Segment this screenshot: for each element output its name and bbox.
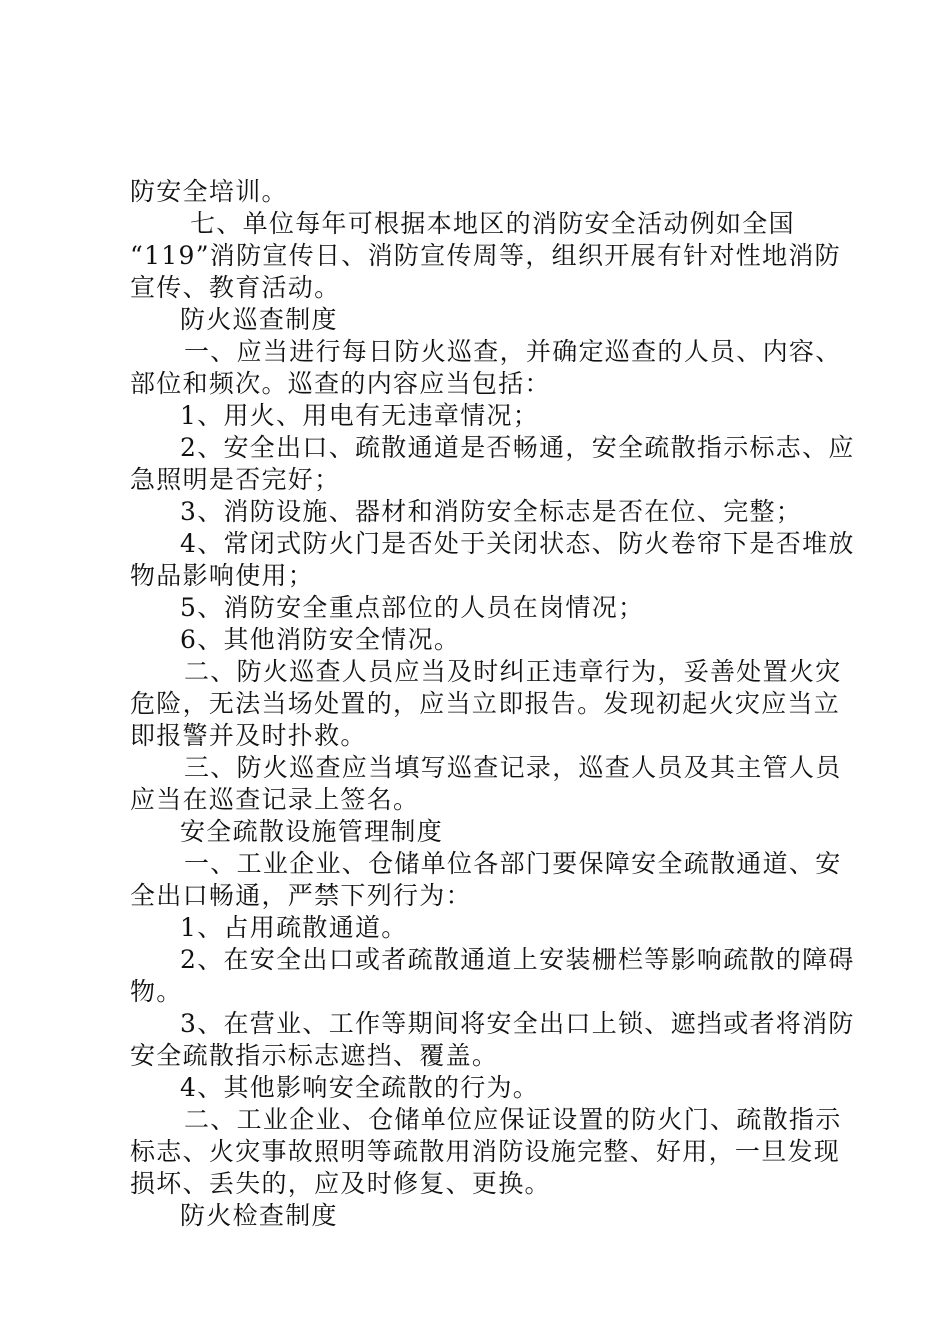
section-heading: 防火检查制度 xyxy=(180,1201,338,1230)
section-heading: 安全疏散设施管理制度 xyxy=(180,817,444,846)
text-line: 二、工业企业、仓储单位应保证设置的防火门、疏散指示 xyxy=(184,1105,842,1134)
text-line: 1、占用疏散通道。 xyxy=(180,913,408,942)
text-line: 应当在巡查记录上签名。 xyxy=(130,785,420,814)
text-line: 三、防火巡查应当填写巡查记录，巡查人员及其主管人员 xyxy=(184,753,842,782)
text-line: 物品影响使用； xyxy=(130,561,315,590)
text-line: 6、其他消防安全情况。 xyxy=(180,625,461,654)
text-line: 物。 xyxy=(130,977,183,1006)
text-line: 3、在营业、工作等期间将安全出口上锁、遮挡或者将消防 xyxy=(180,1009,855,1038)
text-line: 4、其他影响安全疏散的行为。 xyxy=(180,1073,540,1102)
text-line: 1、用火、用电有无违章情况； xyxy=(180,401,540,430)
section-heading: 防火巡查制度 xyxy=(180,305,338,334)
text-line: 2、在安全出口或者疏散通道上安装栅栏等影响疏散的障碍 xyxy=(180,945,855,974)
text-line: 部位和频次。巡查的内容应当包括： xyxy=(130,369,551,398)
text-line: 即报警并及时扑救。 xyxy=(130,721,367,750)
text-line: 防安全培训。 xyxy=(130,177,288,206)
text-line: 七、单位每年可根据本地区的消防安全活动例如全国 xyxy=(190,209,795,238)
text-line: “119”消防宣传日、消防宣传周等，组织开展有针对性地消防 xyxy=(130,241,841,270)
text-line: 二、防火巡查人员应当及时纠正违章行为，妥善处置火灾 xyxy=(184,657,842,686)
text-line: 急照明是否完好； xyxy=(130,465,341,494)
text-line: 标志、火灾事故照明等疏散用消防设施完整、好用，一旦发现 xyxy=(130,1137,841,1166)
text-line: 全出口畅通，严禁下列行为： xyxy=(130,881,472,910)
text-line: 一、应当进行每日防火巡查，并确定巡查的人员、内容、 xyxy=(184,337,842,366)
text-line: 危险，无法当场处置的，应当立即报告。发现初起火灾应当立 xyxy=(130,689,841,718)
text-line: 5、消防安全重点部位的人员在岗情况； xyxy=(180,593,645,622)
text-line: 一、工业企业、仓储单位各部门要保障安全疏散通道、安 xyxy=(184,849,842,878)
text-line: 4、常闭式防火门是否处于关闭状态、防火卷帘下是否堆放 xyxy=(180,529,855,558)
text-line: 2、安全出口、疏散通道是否畅通，安全疏散指示标志、应 xyxy=(180,433,855,462)
text-line: 宣传、教育活动。 xyxy=(130,273,341,302)
text-line: 3、消防设施、器材和消防安全标志是否在位、完整； xyxy=(180,497,803,526)
text-line: 损坏、丢失的，应及时修复、更换。 xyxy=(130,1169,551,1198)
text-line: 安全疏散指示标志遮挡、覆盖。 xyxy=(130,1041,499,1070)
